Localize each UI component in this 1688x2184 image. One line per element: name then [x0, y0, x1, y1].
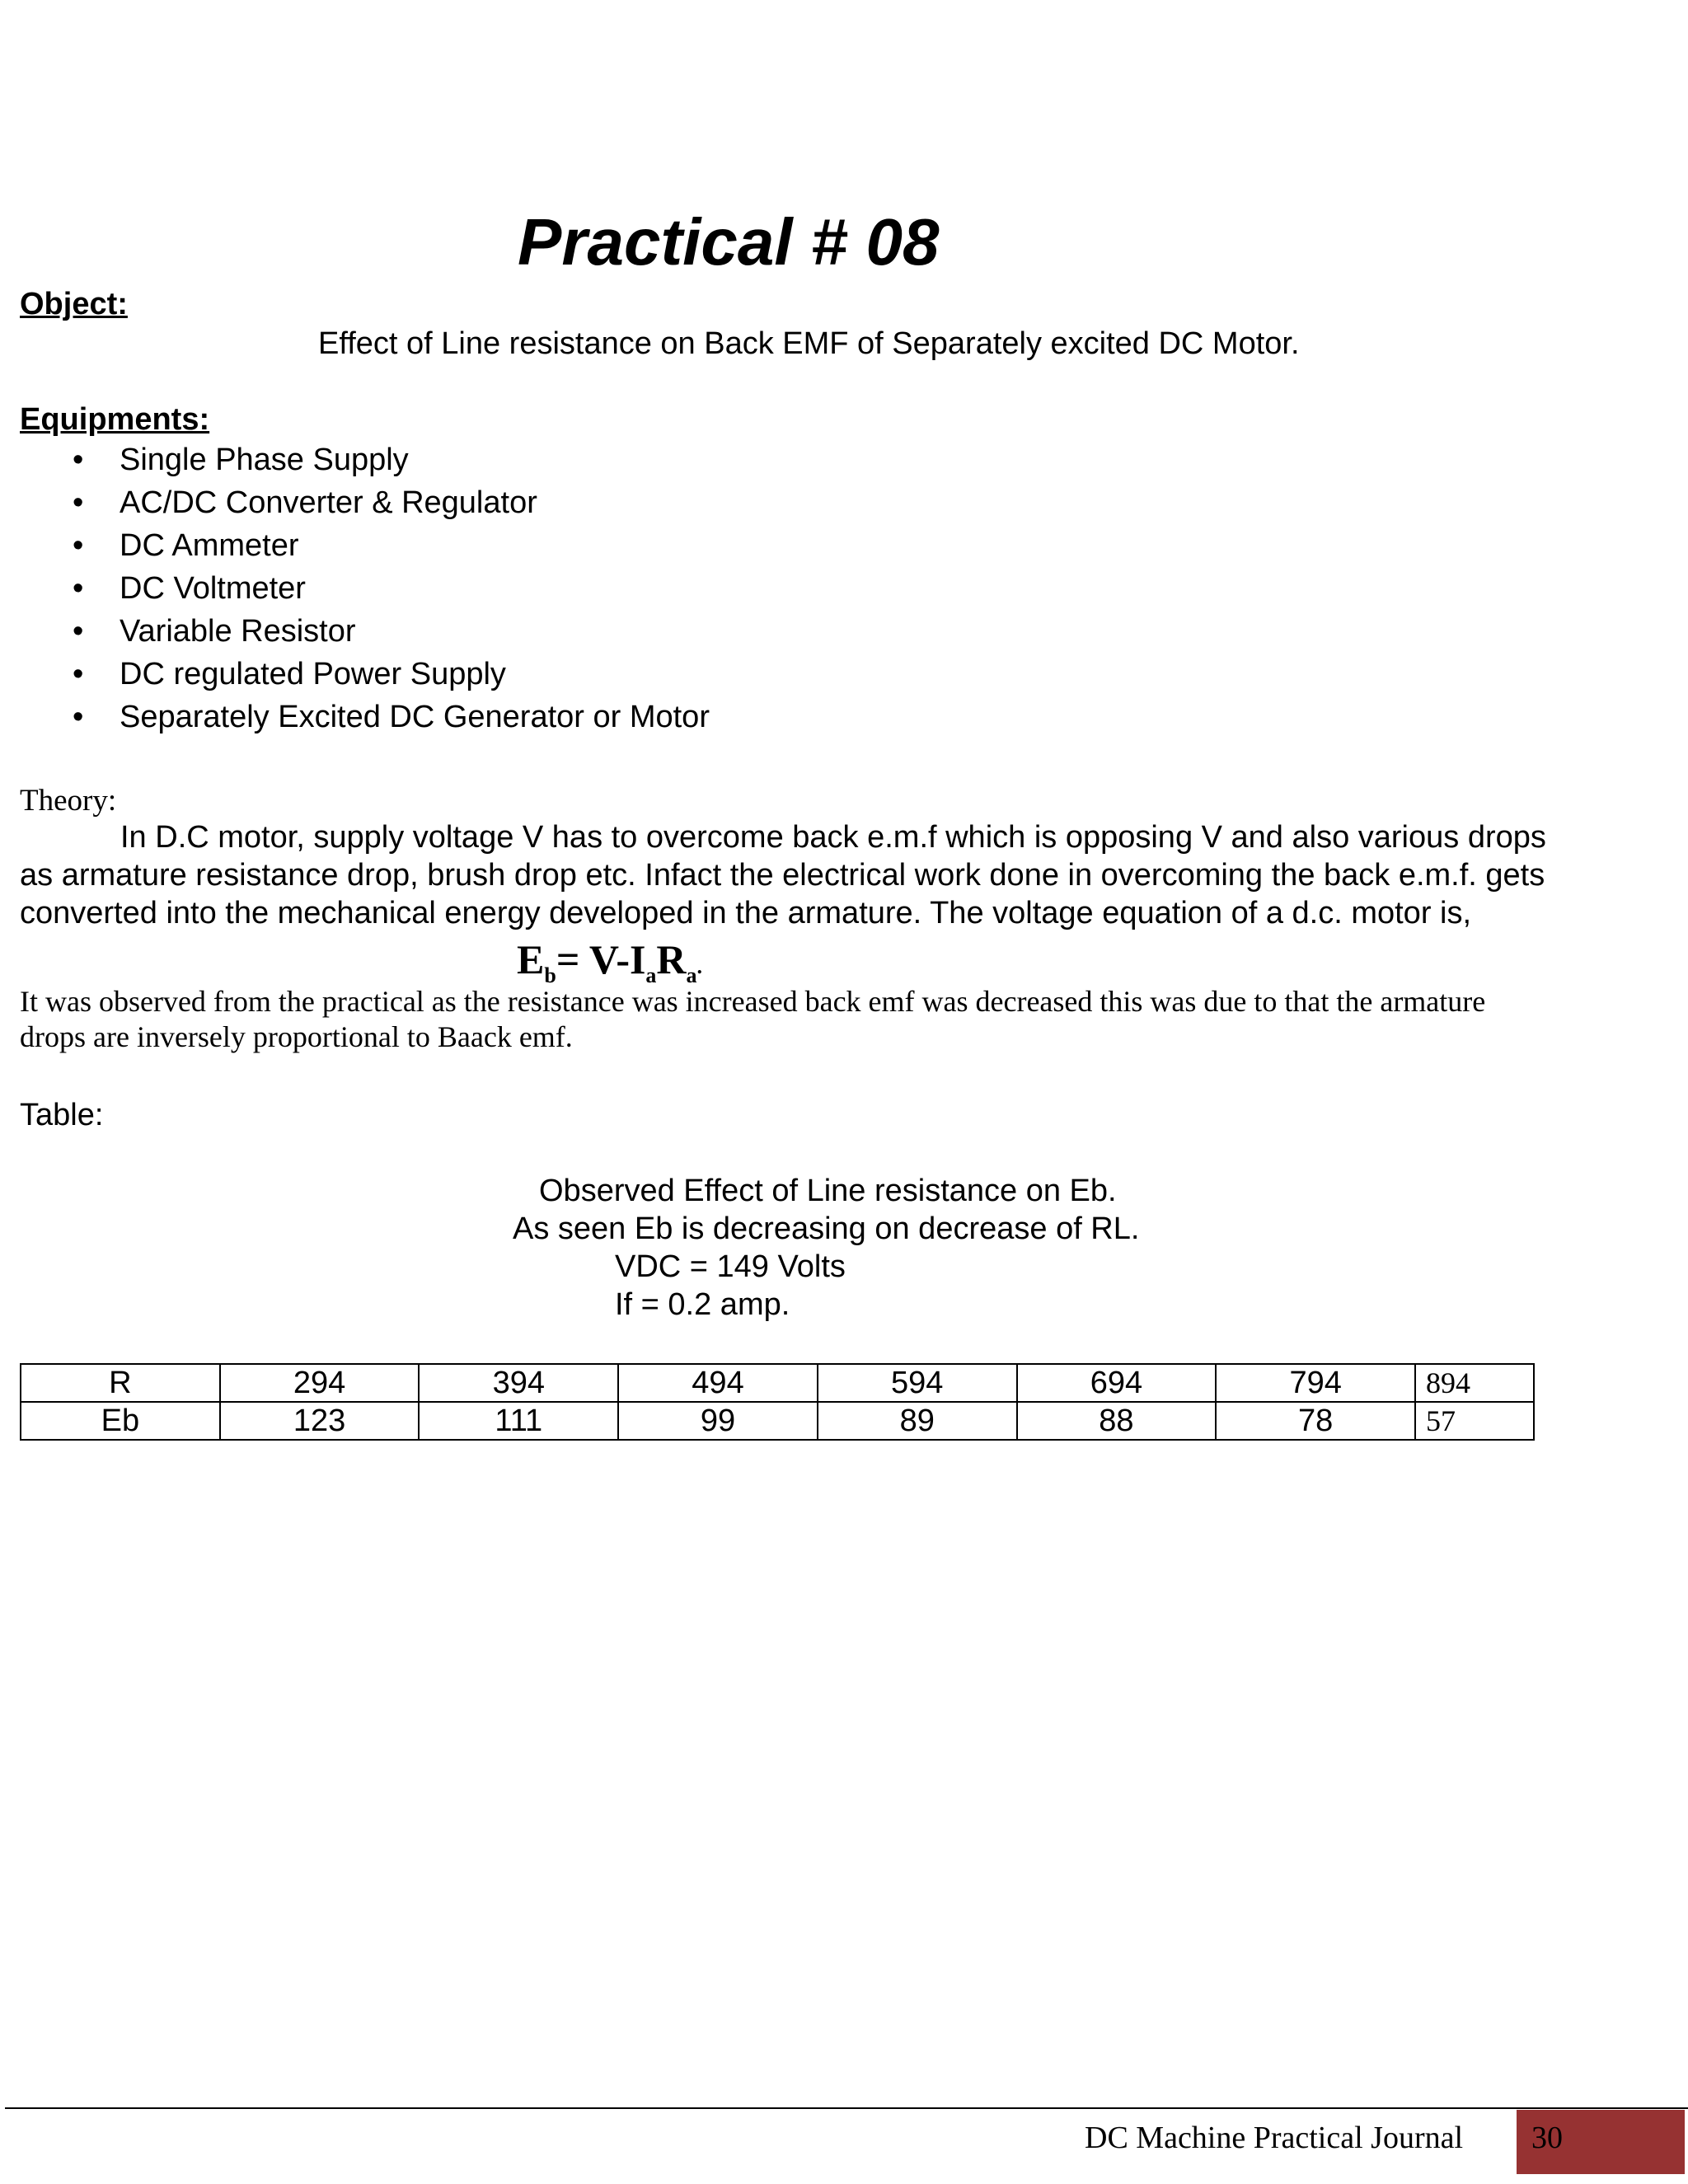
observation-line: drops are inversely proportional to Baack emf. [20, 1020, 573, 1053]
table-cell: 494 [618, 1364, 818, 1402]
table-cell: 78 [1216, 1402, 1415, 1440]
theory-line: as armature resistance drop, brush drop etc. Infact the electrical work done in overcoming the back e.m.f. gets [20, 858, 1545, 893]
equation-tail: . [696, 954, 703, 978]
equipment-item: Separately Excited DC Generator or Motor [120, 700, 710, 734]
table-heading: Table: [20, 1098, 104, 1132]
bullet-icon: • [73, 614, 84, 649]
page-title: Practical # 08 [518, 205, 940, 279]
table-cell: 88 [1017, 1402, 1217, 1440]
footer-divider [5, 2107, 1688, 2109]
table-cell: 111 [419, 1402, 618, 1440]
equipments-heading: Equipments: [20, 402, 210, 437]
voltage-equation [517, 935, 702, 988]
equation-e: E [517, 936, 545, 982]
object-text: Effect of Line resistance on Back EMF of Separately excited DC Motor. [318, 326, 1300, 361]
bullet-icon: • [73, 528, 84, 563]
row-label-cell: Eb [21, 1402, 220, 1440]
table-cell: 894 [1415, 1364, 1534, 1402]
bullet-icon: • [73, 571, 84, 606]
table-caption-line: Observed Effect of Line resistance on Eb. [539, 1174, 1117, 1208]
row-label-cell: R [21, 1364, 220, 1402]
footer-journal-title: DC Machine Practical Journal [1085, 2121, 1464, 2155]
equation-middle: = V-I [556, 936, 646, 982]
page-number-box [1517, 2110, 1685, 2174]
equation-r-sub: a [686, 963, 697, 987]
table-cell: 89 [818, 1402, 1017, 1440]
equation-e-sub: b [544, 963, 556, 987]
table-cell: 794 [1216, 1364, 1415, 1402]
table-cell: 694 [1017, 1364, 1217, 1402]
object-heading: Object: [20, 287, 128, 321]
theory-line: converted into the mechanical energy developed in the armature. The voltage equation of a d.c. motor is, [20, 896, 1472, 930]
bullet-icon: • [73, 485, 84, 520]
table-cell: 99 [618, 1402, 818, 1440]
equation-r: R [656, 936, 687, 982]
theory-line: In D.C motor, supply voltage V has to overcome back e.m.f which is opposing V and also various drops [120, 820, 1546, 855]
table-caption-line: As seen Eb is decreasing on decrease of RL. [513, 1212, 1140, 1246]
page-number: 30 [1531, 2121, 1563, 2155]
table-cell: 57 [1415, 1402, 1534, 1440]
table-row [21, 1364, 1534, 1402]
equipment-item: AC/DC Converter & Regulator [120, 485, 537, 520]
table-row [21, 1402, 1534, 1440]
equipment-item: Single Phase Supply [120, 443, 409, 477]
table-cell: 294 [220, 1364, 420, 1402]
equipment-item: DC Ammeter [120, 528, 299, 563]
table-cell: 594 [818, 1364, 1017, 1402]
equipment-item: DC Voltmeter [120, 571, 306, 606]
theory-paragraph [20, 818, 1665, 932]
observation-paragraph [20, 984, 1665, 1055]
bullet-icon: • [73, 657, 84, 691]
bullet-icon: • [73, 443, 84, 477]
bullet-icon: • [73, 700, 84, 734]
observation-line: It was observed from the practical as the resistance was increased back emf was decreased this was due to that the armature [20, 985, 1486, 1018]
table-cell: 123 [220, 1402, 420, 1440]
table-param: If = 0.2 amp. [615, 1287, 790, 1322]
table-param: VDC = 149 Volts [615, 1249, 846, 1284]
equipment-item: DC regulated Power Supply [120, 657, 506, 691]
equation-i-sub: a [645, 963, 657, 987]
resistance-emf-table [20, 1363, 1535, 1441]
table-cell: 394 [419, 1364, 618, 1402]
equipment-item: Variable Resistor [120, 614, 356, 649]
theory-heading: Theory: [20, 784, 117, 818]
